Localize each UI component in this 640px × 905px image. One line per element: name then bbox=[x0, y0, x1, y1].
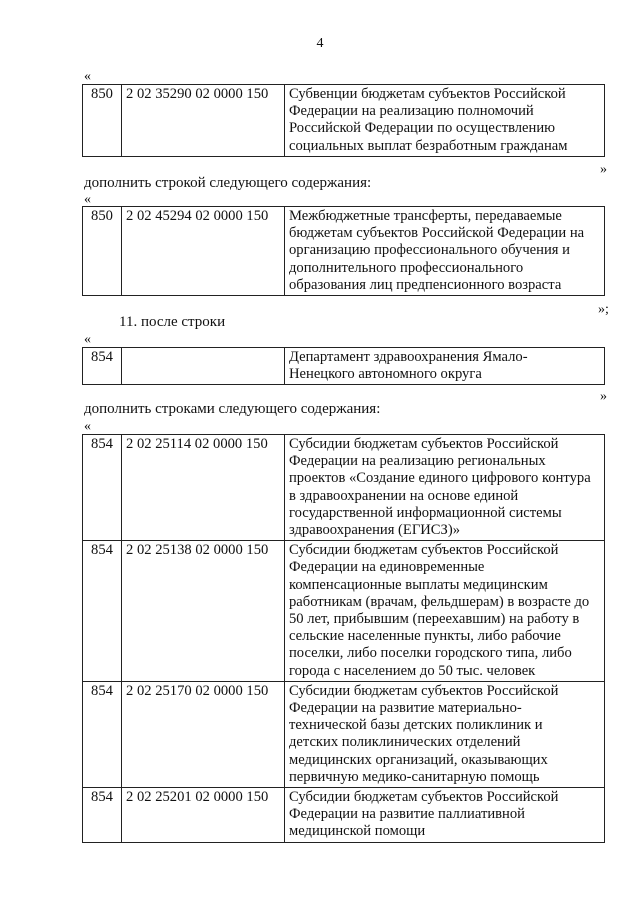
description-line: технической базы детских поликлиник и bbox=[289, 717, 543, 734]
description-line: Федерации на единовременные bbox=[289, 559, 485, 576]
description-line: дополнительного профессионального bbox=[289, 259, 524, 276]
description-line: образования лиц предпенсионного возраста bbox=[289, 276, 562, 293]
intro-text: 11. после строки bbox=[119, 314, 226, 330]
description-line: Субсидии бюджетам субъектов Российской bbox=[289, 789, 559, 806]
table-row bbox=[83, 541, 605, 682]
description-line: проектов «Создание единого цифрового контура bbox=[289, 470, 591, 487]
admin-code-cell: 854 bbox=[83, 348, 122, 385]
description-cell bbox=[285, 681, 605, 787]
description-line: медицинской помощи bbox=[289, 823, 426, 840]
description-line: Департамент здравоохранения Ямало- bbox=[289, 349, 528, 365]
kbk-code-cell: 2 02 35290 02 0000 150 bbox=[122, 85, 285, 157]
close-quote: » bbox=[600, 389, 607, 404]
description-cell bbox=[285, 541, 605, 682]
page-number: 4 bbox=[316, 36, 324, 51]
description-line: бюджетам субъектов Российской Федерации на bbox=[289, 225, 585, 242]
table-row bbox=[83, 207, 605, 296]
description-cell bbox=[285, 788, 605, 843]
description-cell bbox=[285, 207, 605, 296]
description-line: Субвенции бюджетам субъектов Российской bbox=[289, 86, 566, 102]
description-line: Межбюджетные трансферты, передаваемые bbox=[289, 208, 562, 224]
description-line: Федерации на развитие материально- bbox=[289, 700, 522, 717]
table-row bbox=[83, 85, 605, 157]
open-quote: « bbox=[84, 192, 91, 207]
description-line: медицинских организаций, оказывающих bbox=[289, 751, 548, 768]
table-block-2 bbox=[82, 206, 605, 296]
admin-code-cell: 854 bbox=[83, 435, 122, 541]
description-line: сельские населенные пункты, либо рабочие bbox=[289, 628, 561, 645]
close-quote: »; bbox=[598, 302, 609, 317]
description-line: социальных выплат безработным гражданам bbox=[289, 137, 568, 154]
description-cell bbox=[285, 348, 605, 385]
kbk-code-cell: 2 02 25114 02 0000 150 bbox=[122, 435, 285, 541]
description-line: здравоохранения (ЕГИСЗ)» bbox=[289, 522, 461, 539]
description-line: Федерации на реализацию региональных bbox=[289, 453, 546, 470]
admin-code-cell: 854 bbox=[83, 788, 122, 843]
kbk-code-cell: 2 02 25170 02 0000 150 bbox=[122, 681, 285, 787]
table-block-3 bbox=[82, 347, 605, 385]
description-line: первичную медико-санитарную помощь bbox=[289, 768, 540, 785]
table-block-1 bbox=[82, 84, 605, 157]
admin-code-cell: 854 bbox=[83, 541, 122, 682]
description-line: государственной информационной системы bbox=[289, 504, 562, 521]
close-quote: » bbox=[600, 162, 607, 177]
intro-text: дополнить строкой следующего содержания: bbox=[84, 175, 372, 191]
open-quote: « bbox=[84, 332, 91, 347]
description-line: поселки, либо поселки городского типа, либо bbox=[289, 645, 572, 662]
admin-code-cell: 850 bbox=[83, 85, 122, 157]
kbk-code-cell: 2 02 25138 02 0000 150 bbox=[122, 541, 285, 682]
table-row bbox=[83, 435, 605, 541]
description-line: организацию профессионального обучения и bbox=[289, 242, 570, 259]
description-line: детских поликлинических отделений bbox=[289, 734, 521, 751]
table-block-4 bbox=[82, 434, 605, 843]
open-quote: « bbox=[84, 419, 91, 434]
kbk-code-cell: 2 02 25201 02 0000 150 bbox=[122, 788, 285, 843]
description-line: в здравоохранении на основе единой bbox=[289, 487, 519, 504]
table-row bbox=[83, 788, 605, 843]
admin-code-cell: 854 bbox=[83, 681, 122, 787]
description-line: города с населением до 50 тыс. человек bbox=[289, 662, 536, 679]
description-line: Субсидии бюджетам субъектов Российской bbox=[289, 436, 559, 452]
kbk-code-cell: 2 02 45294 02 0000 150 bbox=[122, 207, 285, 296]
description-line: работникам (врачам, фельдшерам) в возрасте до bbox=[289, 593, 590, 610]
description-line: Субсидии бюджетам субъектов Российской bbox=[289, 682, 559, 699]
description-cell bbox=[285, 85, 605, 157]
description-line: Ненецкого автономного округа bbox=[289, 366, 482, 383]
description-line: Федерации на развитие паллиативной bbox=[289, 806, 525, 823]
open-quote: « bbox=[84, 69, 91, 84]
description-line: 50 лет, прибывшим (переехавшим) на работу в bbox=[289, 611, 580, 628]
description-line: компенсационные выплаты медицинским bbox=[289, 576, 548, 593]
kbk-code-cell bbox=[122, 348, 285, 385]
description-line: Федерации на реализацию полномочий bbox=[289, 103, 534, 120]
description-line: Российской Федерации по осуществлению bbox=[289, 120, 556, 137]
table-row bbox=[83, 681, 605, 787]
description-cell bbox=[285, 435, 605, 541]
table-row bbox=[83, 348, 605, 385]
description-line: Субсидии бюджетам субъектов Российской bbox=[289, 542, 559, 559]
intro-text: дополнить строками следующего содержания: bbox=[84, 401, 381, 417]
admin-code-cell: 850 bbox=[83, 207, 122, 296]
